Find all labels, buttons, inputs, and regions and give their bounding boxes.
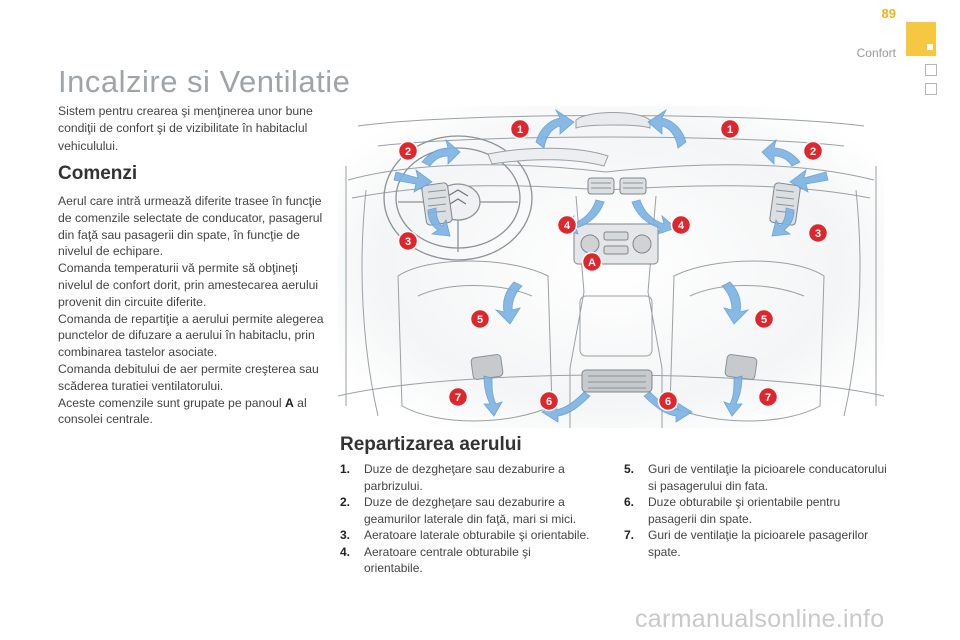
badge-label: 7 <box>454 392 462 404</box>
comenzi-paragraph: Comanda temperaturii vă permite să obţineţi nivelul de confort dorit, prin amestecarea aerului provenit din circuite diferite. <box>58 261 319 309</box>
badge-2-right <box>804 142 823 161</box>
page-title: Incalzire si Ventilatie <box>58 64 351 99</box>
legend-item-text: Duze de dezgheţare sau dezaburire a parbrizului. <box>364 462 565 493</box>
badge-3-left <box>399 232 418 251</box>
badge-6-left <box>540 392 559 411</box>
badge-label: 5 <box>476 314 484 326</box>
panel-reference: A <box>284 395 294 410</box>
chapter-tab[interactable] <box>925 64 937 76</box>
comenzi-paragraph: Comanda de repartiţie a aerului permite alegerea punctelor de difuzare a aerului în habitaclu, prin combinarea tastelor asociate. <box>58 311 324 360</box>
legend-item-number: 3. <box>340 528 351 542</box>
legend-item-text: Guri de ventilaţie la picioarele conducatorului si pasagerului din fata. <box>648 462 887 493</box>
legend-item <box>624 494 889 527</box>
section-label: Confort <box>856 46 896 60</box>
badge-4-left <box>558 216 577 235</box>
page-number: 89 <box>881 6 896 21</box>
legend-item-number: 7. <box>624 528 635 542</box>
legend-item-number: 1. <box>340 462 351 476</box>
legend-item <box>340 494 590 527</box>
legend-item-text: Duze de dezgheţare sau dezaburire a geamurilor laterale din faţă, mari si mici. <box>364 495 577 526</box>
badge-label: 2 <box>404 146 412 158</box>
badge-label: 3 <box>404 236 412 248</box>
legend-item-number: 5. <box>624 462 635 476</box>
badge-7-right <box>759 388 778 407</box>
text-run: Aceste comenzile sunt grupate pe panoul <box>58 395 285 410</box>
legend-item-text: Guri de ventilaţie la picioarele pasagerilor spate. <box>648 528 869 559</box>
badge-label: 4 <box>677 220 685 232</box>
legend-item-text: Aeratoare laterale obturabile şi orientabile. <box>364 528 590 542</box>
heading-comenzi: Comenzi <box>58 163 138 184</box>
legend-item <box>340 527 590 544</box>
watermark: carmanualsonline.info <box>635 605 885 633</box>
comenzi-paragraph: Aerul care intră urmează diferite trasee în funcţie de comenzile selectate de conducator, pasagerul din faţă sau pasagerii din spate, în funcţie de nivelul de echipare. <box>58 194 323 259</box>
legend-item-text: Aeratoare centrale obturabile şi orientabile. <box>364 544 531 575</box>
chapter-tab-active[interactable] <box>906 22 936 56</box>
rear-center-vents <box>582 370 652 392</box>
intro-paragraph: Sistem pentru crearea şi menţinerea unor bune condiţii de confort şi de vizibilitate în habitaclul vehiculului. <box>58 104 313 153</box>
badge-3-right <box>809 224 828 243</box>
badge-1-right <box>721 120 740 139</box>
comenzi-paragraph <box>58 395 326 429</box>
badge-label: 1 <box>516 124 524 136</box>
badge-6-right <box>659 392 678 411</box>
badge-2-left <box>399 142 418 161</box>
legend-item <box>340 544 590 577</box>
chapter-tab[interactable] <box>925 83 937 95</box>
legend-item-number: 2. <box>340 495 351 509</box>
comenzi-body <box>58 193 326 428</box>
comenzi-paragraph: Comanda debitului de aer permite creşterea sau scăderea turatiei ventilatorului. <box>58 361 319 393</box>
heading-repartizarea: Repartizarea aerului <box>340 434 522 455</box>
badge-label: 1 <box>726 124 734 136</box>
badge-5-left <box>471 310 490 329</box>
badge-label: A <box>588 257 596 269</box>
badge-4-right <box>672 216 691 235</box>
badge-5-right <box>755 310 774 329</box>
legend-item-text: Duze obturabile şi orientabile pentru pasagerii din spate. <box>648 495 841 526</box>
legend-item-number: 6. <box>624 495 635 509</box>
badge-label: 4 <box>563 220 571 232</box>
legend-list-right <box>624 461 889 560</box>
legend-item <box>624 527 889 560</box>
badge-label: 5 <box>760 314 768 326</box>
badge-1-left <box>511 120 530 139</box>
text-run: al consolei centrale. <box>58 395 307 427</box>
legend-list-left <box>340 461 590 577</box>
badge-7-left <box>449 388 468 407</box>
badge-label: 6 <box>664 396 672 408</box>
legend-item <box>340 461 590 494</box>
legend-item-number: 4. <box>340 544 351 559</box>
badge-label: 6 <box>545 396 553 408</box>
rear-foot-vent-left <box>471 354 504 380</box>
badge-panel-a <box>583 253 602 272</box>
legend-item <box>624 461 889 494</box>
cabin-ventilation-illustration <box>338 106 884 428</box>
badge-label: 2 <box>809 146 817 158</box>
badge-label: 7 <box>764 392 772 404</box>
tab-marker-icon <box>927 44 933 50</box>
badge-label: 3 <box>814 228 822 240</box>
